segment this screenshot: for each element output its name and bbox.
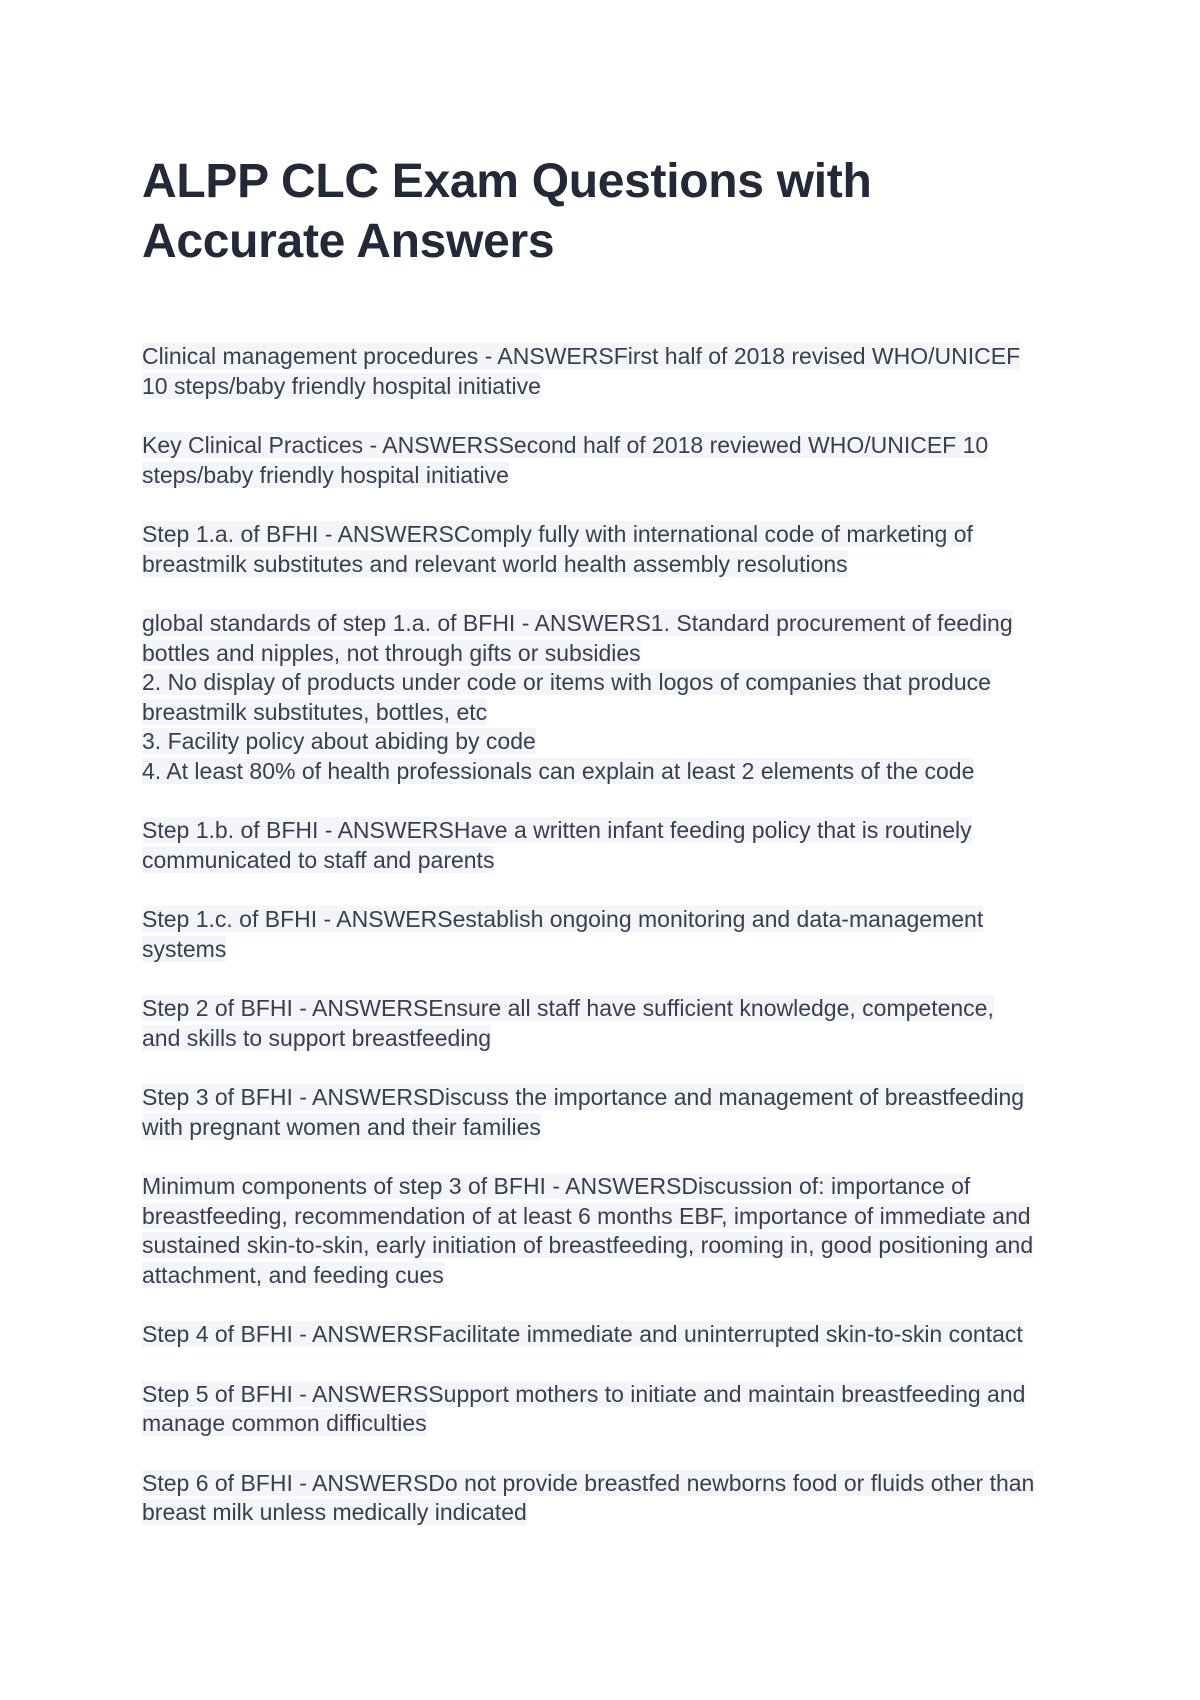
qa-entry <box>142 1083 1072 1142</box>
qa-entry-line: 3. Facility policy about abiding by code <box>142 728 536 754</box>
qa-entry <box>142 905 1072 964</box>
qa-entry <box>142 431 1072 490</box>
qa-entry <box>142 1469 1072 1528</box>
qa-entry-line: Step 3 of BFHI - ANSWERSDiscuss the importance and management of breastfeeding <box>142 1084 1025 1110</box>
qa-entry <box>142 994 1072 1053</box>
qa-entry-line: Clinical management procedures - ANSWERSFirst half of 2018 revised WHO/UNICEF <box>142 343 1021 369</box>
qa-entry-line: 2. No display of products under code or items with logos of companies that produce <box>142 669 991 695</box>
qa-entry-line: Step 6 of BFHI - ANSWERSDo not provide breastfed newborns food or fluids other than <box>142 1469 1035 1496</box>
qa-entry <box>142 342 1072 401</box>
qa-entry-line: attachment, and feeding cues <box>142 1261 444 1288</box>
qa-entry-line: Step 1.c. of BFHI - ANSWERSestablish ongoing monitoring and data-management <box>142 906 984 932</box>
qa-entry-line: 10 steps/baby friendly hospital initiative <box>142 372 541 399</box>
qa-entry-line: breastmilk substitutes and relevant world health assembly resolutions <box>142 550 848 577</box>
qa-entry-line: global standards of step 1.a. of BFHI - ANSWERS1. Standard procurement of feeding <box>142 610 1013 636</box>
qa-entry-line: breastfeeding, recommendation of at least 6 months EBF, importance of immediate and <box>142 1202 1031 1229</box>
qa-entry <box>142 520 1072 579</box>
document-page <box>142 152 1072 1558</box>
title-line: ALPP CLC Exam Questions with <box>142 155 872 208</box>
qa-entry-line: manage common difficulties <box>142 1410 427 1436</box>
qa-entry-line: Key Clinical Practices - ANSWERSSecond half of 2018 reviewed WHO/UNICEF 10 <box>142 432 989 458</box>
qa-entry-line: with pregnant women and their families <box>142 1113 541 1140</box>
qa-entry-line: 4. At least 80% of health professionals can explain at least 2 elements of the code <box>142 757 975 784</box>
qa-entry-line: and skills to support breastfeeding <box>142 1024 492 1051</box>
qa-entry-line: steps/baby friendly hospital initiative <box>142 461 509 488</box>
qa-entry-line: Step 1.a. of BFHI - ANSWERSComply fully with international code of marketing of <box>142 521 973 547</box>
qa-entry <box>142 1320 1072 1350</box>
qa-entry-line: Step 1.b. of BFHI - ANSWERSHave a written infant feeding policy that is routinely <box>142 817 972 843</box>
qa-entry <box>142 609 1072 786</box>
qa-entry <box>142 1172 1072 1290</box>
qa-entry-line: Minimum components of step 3 of BFHI - ANSWERSDiscussion of: importance of <box>142 1173 971 1199</box>
qa-entry-line: breast milk unless medically indicated <box>142 1499 527 1525</box>
qa-entry-line: Step 5 of BFHI - ANSWERSSupport mothers to initiate and maintain breastfeeding and <box>142 1380 1026 1407</box>
qa-entry <box>142 1380 1072 1439</box>
qa-entry-line: Step 4 of BFHI - ANSWERSFacilitate immediate and uninterrupted skin-to-skin contact <box>142 1321 1023 1347</box>
qa-entry-line: Step 2 of BFHI - ANSWERSEnsure all staff have sufficient knowledge, competence, <box>142 995 994 1021</box>
title-line: Accurate Answers <box>142 215 555 268</box>
qa-entry-line: bottles and nipples, not through gifts or subsidies <box>142 639 641 666</box>
qa-entry-line: breastmilk substitutes, bottles, etc <box>142 698 488 725</box>
qa-entry <box>142 816 1072 875</box>
qa-entry-line: communicated to staff and parents <box>142 846 495 873</box>
qa-list <box>142 342 1072 1528</box>
qa-entry-line: sustained skin-to-skin, early initiation of breastfeeding, rooming in, good positioning and <box>142 1232 1034 1258</box>
qa-entry-line: systems <box>142 935 227 962</box>
document-title <box>142 152 1072 272</box>
